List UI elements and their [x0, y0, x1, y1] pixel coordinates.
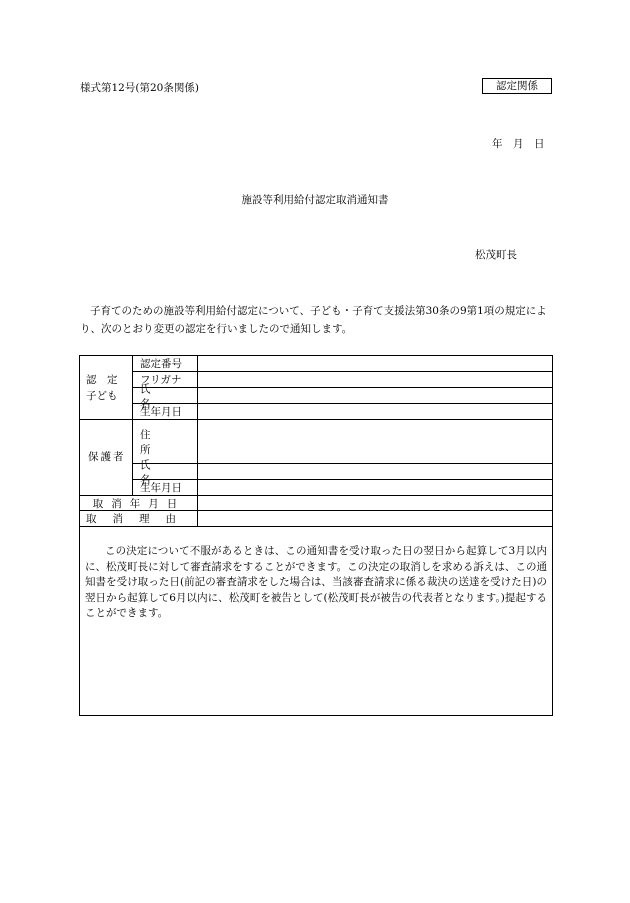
intro-paragraph: 子育てのための施設等利用給付認定について、子ども・子育て支援法第30条の9第1項の規定により、次のとおり変更の認定を行いましたので通知します。	[80, 305, 547, 335]
cancel-date-label: 取消年月日	[92, 497, 186, 510]
certification-number-label: 認定番号	[140, 358, 182, 370]
child-name-label: 氏名	[140, 382, 171, 410]
furigana-label: フリガナ	[140, 374, 182, 386]
category-badge: 認定関係	[482, 78, 552, 94]
child-section-label	[86, 372, 126, 404]
child-guardian-value-cells	[198, 356, 553, 495]
child-birthdate-label: 生年月日	[140, 406, 182, 418]
guardian-birthdate-label: 生年月日	[140, 482, 182, 494]
date-line: 年 月 日	[492, 138, 545, 150]
issuer: 松茂町長	[475, 249, 517, 261]
child-section-line2: 子ども	[86, 390, 118, 402]
form-number: 様式第12号(第20条関係)	[80, 82, 199, 94]
guardian-name-label: 氏名	[140, 458, 171, 486]
child-section-line1: 認 定	[86, 374, 118, 386]
cancel-reason-label: 取消理由	[86, 513, 192, 525]
appeal-notice: この決定について不服があるときは、この通知書を受け取った日の翌日から起算して3月以内に、松茂町長に対して審査請求をすることができます。この決定の取消しを求める訴えは、この通知書を受け取った日(前記の審査請求をした場合は、当該審査請求に係る裁決の送達を受けた日)の翌日から起算して6月以内に、松茂町を被告として(松茂町長が被告の代表者となります。)提起することができます。	[85, 545, 547, 619]
document-title: 施設等利用給付認定取消通知書	[241, 194, 389, 206]
guardian-section-label: 保護者	[88, 451, 126, 463]
address-label: 住所	[140, 428, 171, 456]
certification-form-table	[79, 355, 553, 716]
